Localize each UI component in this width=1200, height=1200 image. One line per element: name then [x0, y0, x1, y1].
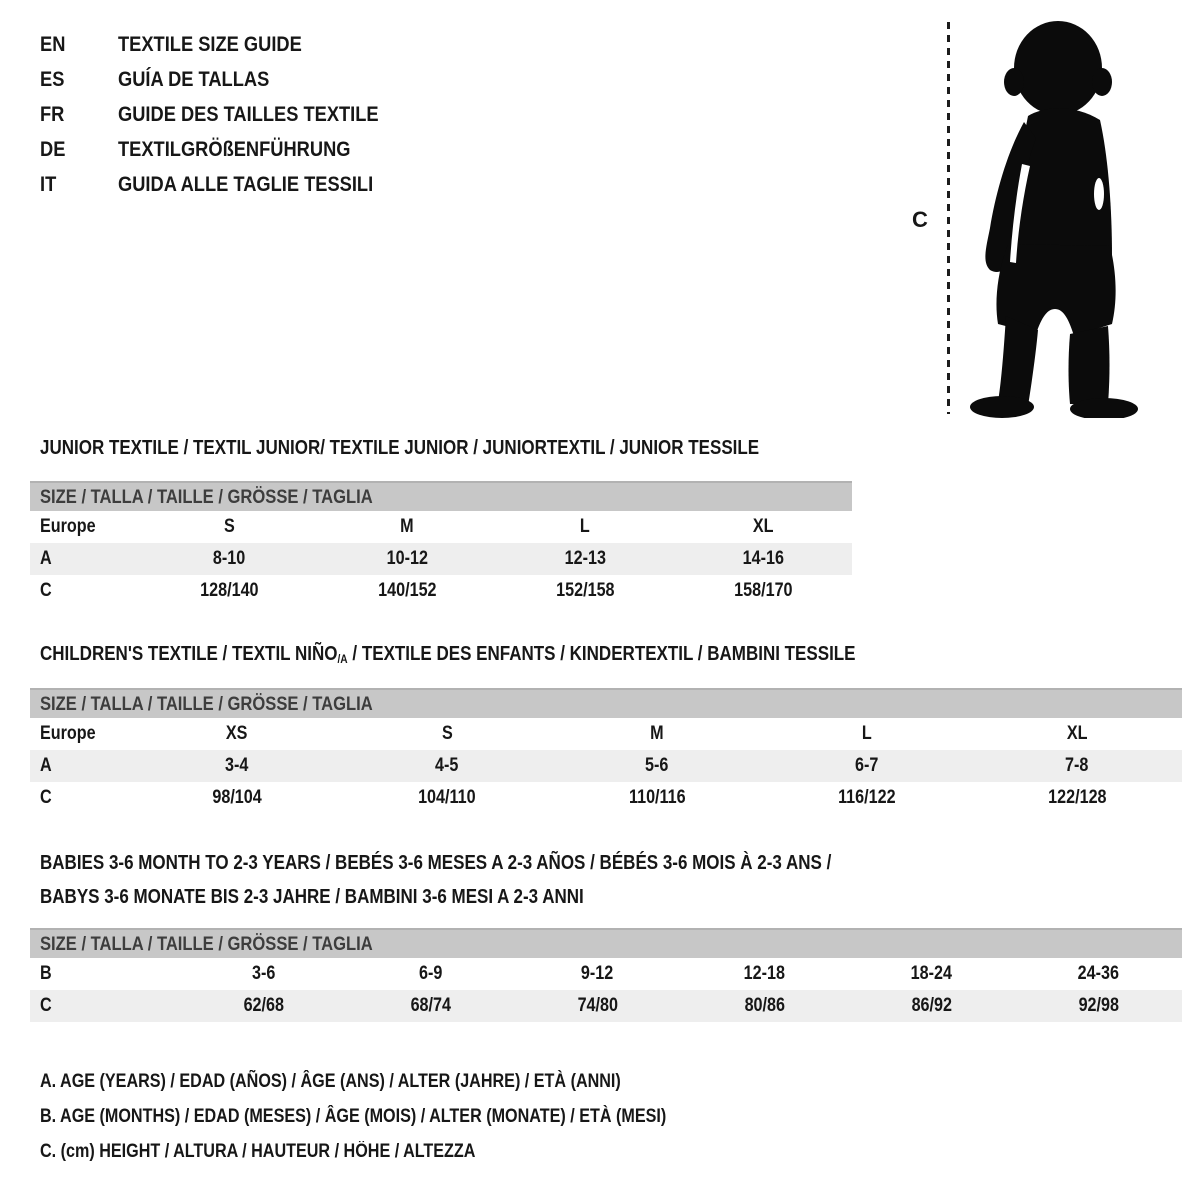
- table-cell: A: [40, 548, 52, 569]
- table-cell: A: [40, 755, 52, 776]
- table-cell: 6-7: [855, 755, 879, 776]
- legend-text: B. AGE (MONTHS) / EDAD (MESES) / ÂGE (MOIS) / ALTER (MONATE) / ETÀ (MESI): [40, 1105, 667, 1127]
- language-title-list: [40, 27, 425, 202]
- children-size-table-header-bar: [30, 688, 1182, 718]
- table-cell: XL: [752, 516, 774, 537]
- language-code: FR: [40, 102, 65, 126]
- table-cell: 3-4: [225, 755, 249, 776]
- children-title-sub: /A: [337, 652, 348, 666]
- legend-text: C. (cm) HEIGHT / ALTURA / HAUTEUR / HÖHE / ALTEZZA: [40, 1140, 476, 1162]
- table-cell: S: [223, 516, 235, 537]
- table-cell: M: [400, 516, 414, 537]
- toddler-silhouette-icon: [962, 16, 1140, 418]
- table-row-europe: [30, 511, 852, 543]
- table-cell: 5-6: [645, 755, 669, 776]
- table-cell: 152/158: [555, 580, 615, 601]
- table-cell: M: [650, 723, 664, 744]
- table-row-c: [30, 782, 1182, 814]
- language-code: ES: [40, 67, 65, 91]
- table-cell: 62/68: [243, 995, 284, 1016]
- junior-section-title: [40, 437, 886, 460]
- language-code: DE: [40, 137, 66, 161]
- table-cell: XS: [226, 723, 248, 744]
- table-cell: Europe: [40, 516, 96, 537]
- table-cell: 12-13: [564, 548, 606, 569]
- table-cell: 9-12: [581, 963, 614, 984]
- table-row-a: [30, 750, 1182, 782]
- table-cell: S: [441, 723, 453, 744]
- table-cell: C: [40, 580, 52, 601]
- table-cell: 74/80: [577, 995, 618, 1016]
- table-cell: 86/92: [911, 995, 952, 1016]
- table-cell: 8-10: [212, 548, 246, 569]
- children-title-main: CHILDREN'S TEXTILE / TEXTIL NIÑO: [40, 643, 338, 665]
- size-header-label: SIZE / TALLA / TAILLE / GRÖSSE / TAGLIA: [40, 485, 373, 508]
- children-title-rest: / TEXTILE DES ENFANTS / KINDERTEXTIL / BAMBINI TESSILE: [347, 643, 856, 665]
- table-cell: 4-5: [435, 755, 459, 776]
- table-cell: 18-24: [910, 963, 953, 984]
- children-section-title-text: [40, 643, 856, 666]
- table-row-c: [30, 990, 1182, 1022]
- table-cell: 110/116: [628, 787, 686, 808]
- table-cell: 104/110: [418, 787, 476, 808]
- language-title: GUIDA ALLE TAGLIE TESSILI: [118, 172, 374, 196]
- babies-title-line1: BABIES 3-6 MONTH TO 2-3 YEARS / BEBÉS 3-6 MESES A 2-3 AÑOS / BÉBÉS 3-6 MOIS À 2-3 ANS /: [40, 852, 832, 874]
- babies-size-table: [30, 928, 1182, 1022]
- table-cell: B: [40, 963, 52, 984]
- language-row-en: [40, 27, 425, 62]
- table-cell: C: [40, 787, 52, 808]
- language-title: GUIDE DES TAILLES TEXTILE: [118, 102, 379, 126]
- table-cell: 128/140: [199, 580, 259, 601]
- height-marker-line: [947, 22, 950, 414]
- table-cell: XL: [1066, 723, 1088, 744]
- table-row-b: [30, 958, 1182, 990]
- language-row-it: [40, 167, 425, 202]
- size-header-label: SIZE / TALLA / TAILLE / GRÖSSE / TAGLIA: [40, 932, 373, 955]
- table-cell: 14-16: [742, 548, 784, 569]
- table-cell: 140/152: [377, 580, 437, 601]
- junior-section-title-text: JUNIOR TEXTILE / TEXTIL JUNIOR/ TEXTILE JUNIOR / JUNIORTEXTIL / JUNIOR TESSILE: [40, 437, 760, 459]
- children-section-title: [40, 643, 999, 666]
- table-cell: 12-18: [743, 963, 786, 984]
- table-cell: 98/104: [212, 787, 262, 808]
- legend-line-a: [40, 1064, 777, 1099]
- language-row-de: [40, 132, 425, 167]
- table-cell: 68/74: [410, 995, 451, 1016]
- language-title: TEXTILE SIZE GUIDE: [118, 32, 302, 56]
- babies-size-table-header-bar: [30, 928, 1182, 958]
- table-cell: 7-8: [1065, 755, 1089, 776]
- children-size-table: [30, 688, 1182, 814]
- table-cell: C: [40, 995, 52, 1016]
- table-cell: 3-6: [251, 963, 276, 984]
- language-code: IT: [40, 172, 57, 196]
- legend-line-c: [40, 1134, 777, 1169]
- table-cell: Europe: [40, 723, 96, 744]
- junior-size-table: [30, 481, 852, 607]
- language-title: TEXTILGRÖßENFÜHRUNG: [118, 137, 351, 161]
- legend-text: A. AGE (YEARS) / EDAD (AÑOS) / ÂGE (ANS) / ALTER (JAHRE) / ETÀ (ANNI): [40, 1070, 621, 1092]
- table-row-c: [30, 575, 852, 607]
- language-code: EN: [40, 32, 66, 56]
- table-cell: 80/86: [744, 995, 785, 1016]
- language-row-es: [40, 62, 425, 97]
- babies-section-title: [40, 846, 971, 914]
- table-cell: L: [580, 516, 590, 537]
- language-row-fr: [40, 97, 425, 132]
- table-cell: 92/98: [1078, 995, 1119, 1016]
- table-cell: L: [862, 723, 872, 744]
- size-header-label: SIZE / TALLA / TAILLE / GRÖSSE / TAGLIA: [40, 692, 373, 715]
- table-row-europe: [30, 718, 1182, 750]
- junior-size-table-header-bar: [30, 481, 852, 511]
- language-title: GUÍA DE TALLAS: [118, 67, 270, 91]
- table-row-a: [30, 543, 852, 575]
- table-cell: 24-36: [1077, 963, 1120, 984]
- table-cell: 116/122: [838, 787, 896, 808]
- babies-title-line2: BABYS 3-6 MONATE BIS 2-3 JAHRE / BAMBINI 3-6 MESI A 2-3 ANNI: [40, 886, 584, 908]
- legend-line-b: [40, 1099, 777, 1134]
- height-marker-label: C: [912, 207, 928, 232]
- table-cell: 122/128: [1047, 787, 1107, 808]
- measurement-legend: [40, 1064, 777, 1169]
- table-cell: 10-12: [386, 548, 428, 569]
- table-cell: 6-9: [418, 963, 443, 984]
- table-cell: 158/170: [733, 580, 793, 601]
